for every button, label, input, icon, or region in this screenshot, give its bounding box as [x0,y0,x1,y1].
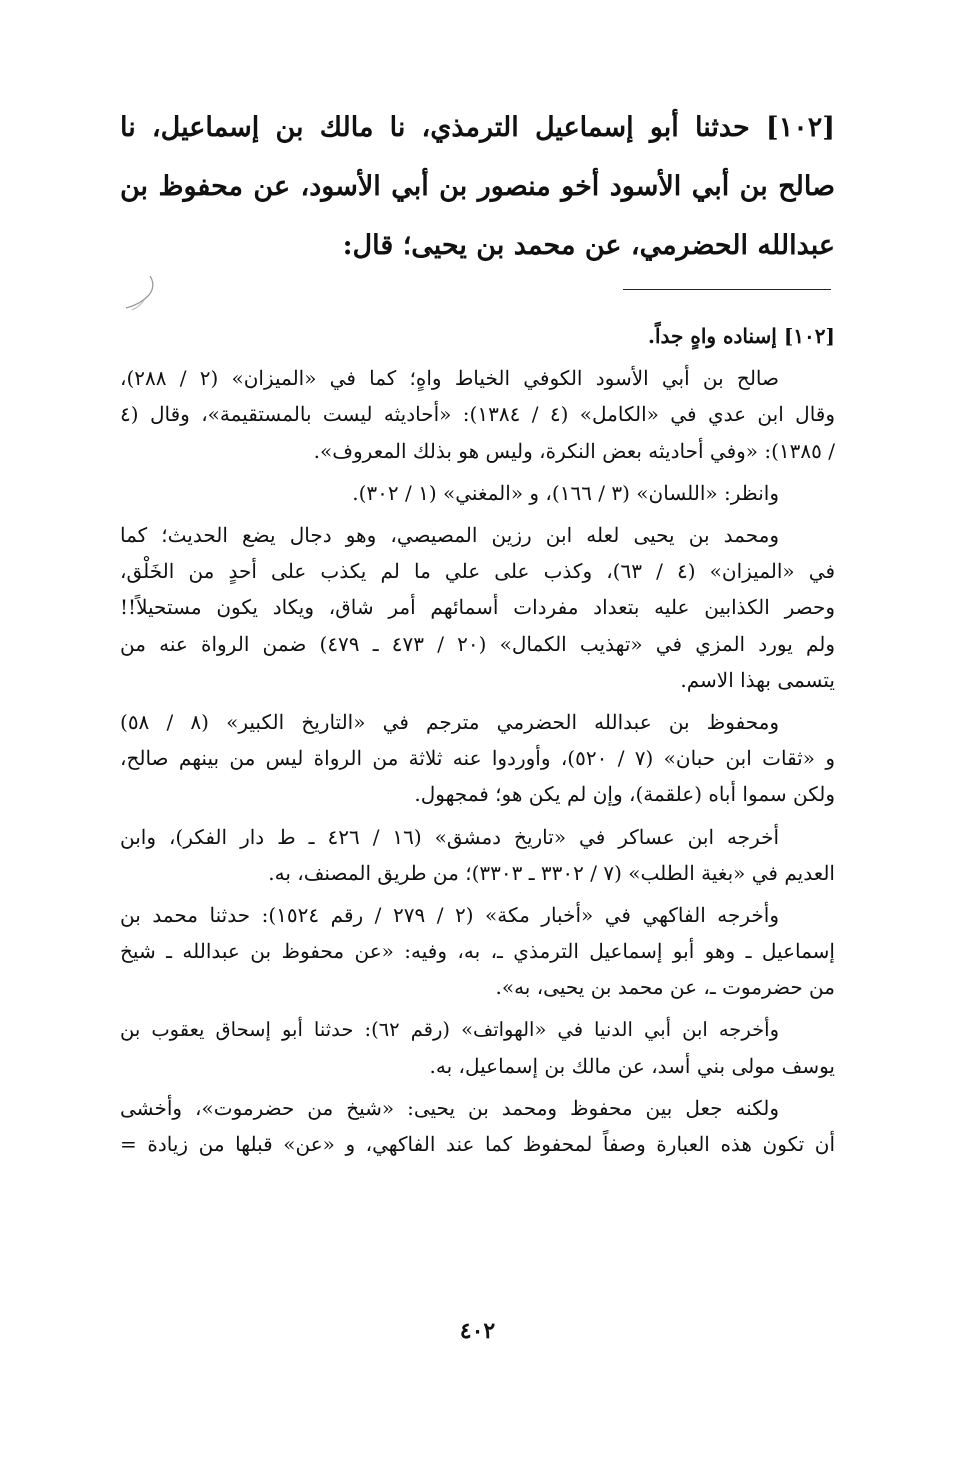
footnote-heading-text: [١٠٢] إسناده واهٍ جداً. [648,324,835,348]
footnote-line: ولم يورد المزي في «تهذيب الكمال» (٢٠ / ٤٧٣ ـ ٤٧٩) ضمن الرواة عنه من [120,631,836,656]
footnote-paragraph-6 [120,897,835,1006]
footnote-line: وانظر: «اللسان» (٣ / ١٦٦)، و «المغني» (١ / ٣٠٢). [352,480,779,505]
footnote-line: من حضرموت ـ، عن محمد بن يحيى، به». [495,975,835,1000]
footnote-paragraph-5 [120,819,835,891]
footnote-line: و «ثقات ابن حبان» (٧ / ٥٢٠)، وأوردوا عنه ثلاثة من الرواة ليس من بينهم صالح، [120,746,835,771]
footnote-line: صالح بن أبي الأسود الكوفي الخياط واهٍ؛ كما في «الميزان» (٢ / ٢٨٨)، [120,366,779,391]
footnote-line: أخرجه ابن عساكر في «تاريخ دمشق» (١٦ / ٤٢٦ ـ ط دار الفكر)، وابن [120,824,780,849]
footnote-line: العديم في «بغية الطلب» (٧ / ٣٣٠٢ ـ ٣٣٠٣)؛ من طريق المصنف، به. [268,860,835,885]
footnote-line: ومحمد بن يحيى لعله ابن رزين المصيصي، وهو دجال يضع الحديث؛ كما [120,523,779,548]
footnotes [120,318,835,1168]
footnote-line: ولكنه جعل بين محفوظ ومحمد بن يحيى: «شيخ من حضرموت»، وأخشى [120,1096,779,1121]
footnote-line: وقال ابن عدي في «الكامل» (٤ / ١٣٨٤): «أحاديثه ليست بالمستقيمة»، وقال (٤ [120,402,836,427]
footnote-line: ومحفوظ بن عبدالله الحضرمي مترجم في «التاريخ الكبير» (٨ / ٥٨) [120,710,780,735]
footnote-paragraph-3 [120,517,835,698]
footnote-line: وحصر الكذابين عليه بتعداد مفردات أسمائهم أمر شاق، ويكاد يكون مستحيلاً!! [120,595,835,620]
hadith-text [120,98,835,275]
footnote-paragraph-8 [120,1090,835,1162]
page-number: ٤٠٢ [459,1318,496,1344]
footnote-line: في «الميزان» (٤ / ٦٣)، وكذب على علي ما لم يكذب على أحدٍ من الخَلْق، [120,559,835,584]
pencil-mark-icon [120,270,166,316]
hadith-line-1: [١٠٢] حدثنا أبو إسماعيل الترمذي، نا مالك بن إسماعيل، نا [120,112,835,143]
footnote-line: إسماعيل ـ وهو أبو إسماعيل الترمذي ـ، به، وفيه: «عن محفوظ بن عبدالله ـ شيخ [120,939,835,964]
hadith-line-3: عبدالله الحضرمي، عن محمد بن يحيى؛ قال: [342,230,835,261]
footnote-line: وأخرجه ابن أبي الدنيا في «الهواتف» (رقم ٦٢): حدثنا أبو إسحاق يعقوب بن [120,1017,779,1041]
hadith-line-2: صالح بن أبي الأسود أخو منصور بن أبي الأسود، عن محفوظ بن [120,171,835,202]
footnote-line: يوسف مولى بني أسد، عن مالك بن إسماعيل، به. [429,1053,835,1078]
footnote-paragraph-7 [120,1012,835,1084]
footnote-line: / ١٣٨٥): «وفي أحاديثه بعض النكرة، وليس هو بذلك المعروف». [313,438,835,463]
footnote-line: وأخرجه الفاكهي في «أخبار مكة» (٢ / ٢٧٩ / رقم ١٥٢٤): حدثنا محمد بن [120,903,780,928]
footnote-heading [120,318,835,354]
footnote-paragraph-2 [120,475,835,511]
footnote-separator [623,289,831,290]
footnote-line: أن تكون هذه العبارة وصفاً لمحفوظ كما عند الفاكهي، و «عن» قبلها من زيادة = [120,1132,835,1157]
footnote-paragraph-1 [120,360,835,469]
footnote-line: ولكن سموا أباه (علقمة)، وإن لم يكن هو؛ فمجهول. [414,782,835,807]
footnote-line: يتسمى بهذا الاسم. [680,667,835,692]
footnote-paragraph-4 [120,704,835,813]
